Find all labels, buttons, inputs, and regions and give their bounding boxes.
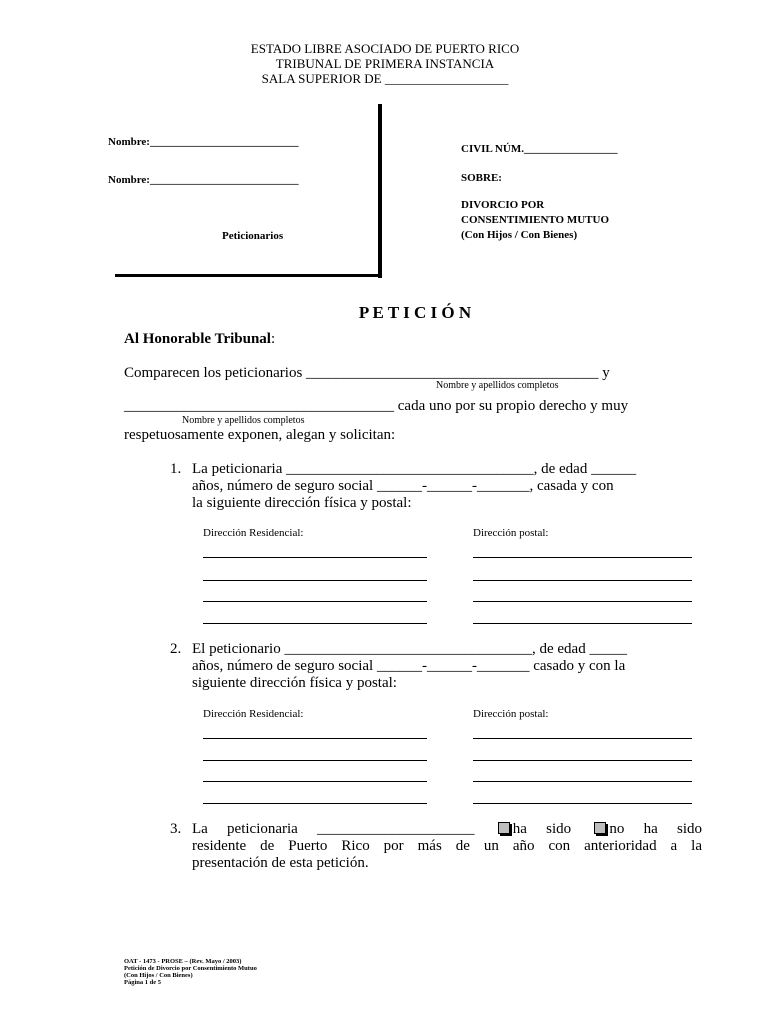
form-footer xyxy=(124,958,257,986)
header-line-2: TRIBUNAL DE PRIMERA INSTANCIA xyxy=(275,56,495,71)
item-1-postal-line[interactable] xyxy=(473,601,692,602)
item-1-residential-line[interactable] xyxy=(203,580,427,581)
checkbox-ha-sido[interactable] xyxy=(498,822,510,834)
caption-horizontal-rule xyxy=(115,274,382,277)
intro-line-2: ____________________________________ cada uno por su propio derecho y muy xyxy=(124,398,629,414)
subject-line-1: DIVORCIO POR xyxy=(461,199,545,211)
court-header xyxy=(0,41,770,86)
petitioner-name-1-field[interactable]: Nombre:___________________________ xyxy=(108,136,299,148)
civil-number-field[interactable]: CIVIL NÚM._________________ xyxy=(461,143,618,155)
case-subject xyxy=(461,198,609,243)
intro-line-3: respetuosamente exponen, alegan y solicitan: xyxy=(124,427,396,443)
option-no-ha-sido-label: no ha sido xyxy=(609,821,702,837)
item-1-text xyxy=(192,461,636,512)
item-2-line-1: El peticionario _________________________________, de edad _____ xyxy=(192,641,627,657)
footer-line-3: (Con Hijos / Con Bienes) xyxy=(124,972,193,979)
petitioner-name-2-field[interactable]: Nombre:___________________________ xyxy=(108,174,299,186)
item-3-line-1 xyxy=(192,821,702,838)
sobre-label: SOBRE: xyxy=(461,172,502,184)
item-2-residential-line[interactable] xyxy=(203,781,427,782)
salutation-colon: : xyxy=(270,331,276,347)
item-1-line-1: La peticionaria _________________________________, de edad ______ xyxy=(192,461,637,477)
item-1-postal-line[interactable] xyxy=(473,580,692,581)
item-1-line-3: la siguiente dirección física y postal: xyxy=(192,495,412,511)
option-ha-sido-label: ha sido xyxy=(512,821,572,837)
header-line-1: ESTADO LIBRE ASOCIADO DE PUERTO RICO xyxy=(250,41,520,56)
option-no-ha-sido[interactable] xyxy=(590,821,702,837)
footer-page-number: Página 1 de 5 xyxy=(124,979,162,986)
document-title: P E T I C I Ó N xyxy=(358,303,472,322)
item-2-residential-line[interactable] xyxy=(203,738,427,739)
subject-line-3: (Con Hijos / Con Bienes) xyxy=(461,229,578,241)
item-3-text xyxy=(192,821,702,872)
header-line-3: SALA SUPERIOR DE ___________________ xyxy=(261,71,509,86)
item-3-line-1-prefix: La peticionaria _____________________ xyxy=(192,821,475,837)
item-2-residential-label: Dirección Residencial: xyxy=(203,708,304,720)
item-2-line-3: siguiente dirección física y postal: xyxy=(192,675,397,691)
subject-line-2: CONSENTIMIENTO MUTUO xyxy=(461,214,610,226)
item-2-postal-line[interactable] xyxy=(473,738,692,739)
item-1-residential-line[interactable] xyxy=(203,601,427,602)
item-1-postal-line[interactable] xyxy=(473,557,692,558)
item-1-residential-line[interactable] xyxy=(203,557,427,558)
item-2-postal-line[interactable] xyxy=(473,781,692,782)
item-1-residential-line[interactable] xyxy=(203,623,427,624)
salutation xyxy=(124,331,275,348)
item-2-line-2: años, número de seguro social ______-______-_______ casado y con la xyxy=(192,658,626,674)
item-2-postal-line[interactable] xyxy=(473,760,692,761)
item-3-line-2: residente de Puerto Rico por más de un año con anterioridad a la xyxy=(192,838,702,854)
item-2-postal-label: Dirección postal: xyxy=(473,708,549,720)
intro-line-1: Comparecen los peticionarios _______________________________________ y xyxy=(124,365,610,381)
item-2-residential-line[interactable] xyxy=(203,803,427,804)
name-caption-2: Nombre y apellidos completos xyxy=(182,415,305,426)
item-3-line-3: presentación de esta petición. xyxy=(192,855,369,871)
name-caption-1: Nombre y apellidos completos xyxy=(436,380,559,391)
footer-line-1: OAT - 1473 - PROSE – (Rev. Mayo / 2003) xyxy=(124,958,242,965)
salutation-text: Al Honorable Tribunal xyxy=(124,331,271,347)
item-1-line-2: años, número de seguro social ______-______-_______, casada y con xyxy=(192,478,614,494)
option-ha-sido[interactable] xyxy=(494,821,571,837)
checkbox-no-ha-sido[interactable] xyxy=(594,822,606,834)
item-1-postal-label: Dirección postal: xyxy=(473,527,549,539)
petitioners-label: Peticionarios xyxy=(222,230,284,242)
caption-vertical-rule xyxy=(378,104,382,278)
item-2-postal-line[interactable] xyxy=(473,803,692,804)
item-1-postal-line[interactable] xyxy=(473,623,692,624)
item-2-residential-line[interactable] xyxy=(203,760,427,761)
footer-line-2: Petición de Divorcio por Consentimiento Mutuo xyxy=(124,965,257,972)
item-1-residential-label: Dirección Residencial: xyxy=(203,527,304,539)
item-2-text xyxy=(192,641,627,692)
item-3-number: 3. xyxy=(170,821,182,837)
item-2-number: 2. xyxy=(170,641,182,657)
item-1-number: 1. xyxy=(170,461,182,477)
